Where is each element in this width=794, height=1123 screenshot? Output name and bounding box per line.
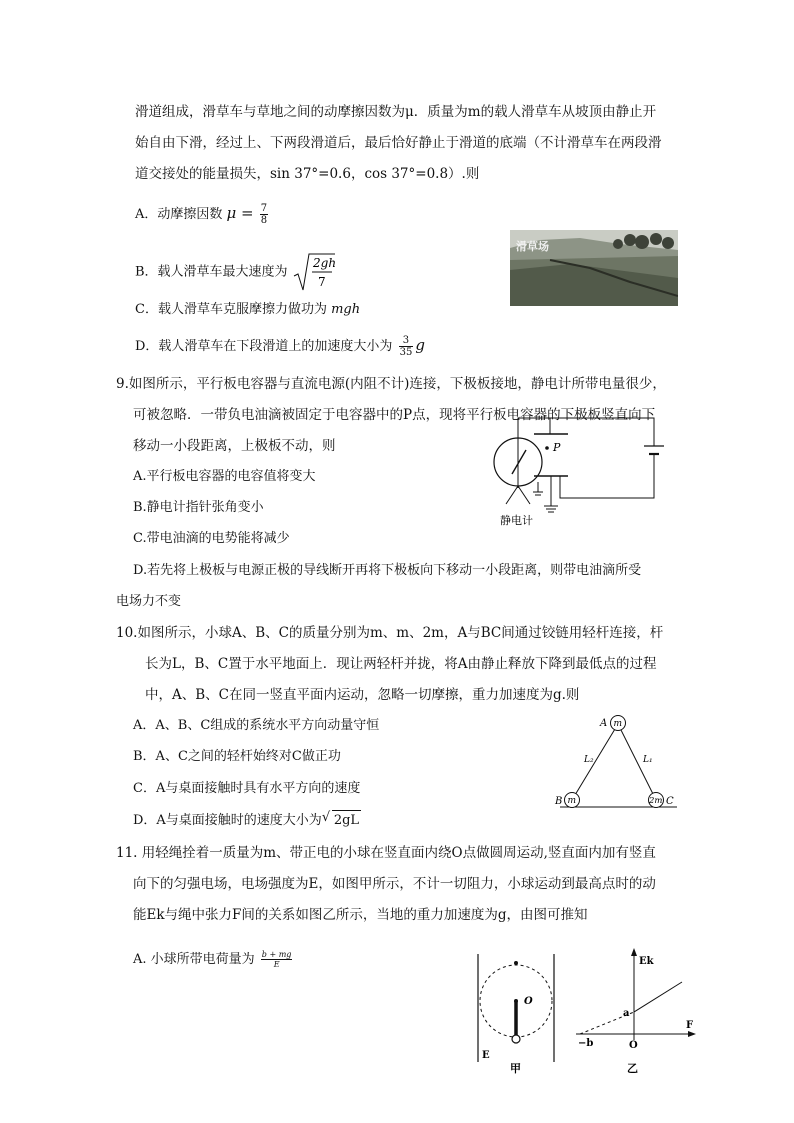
q8-option-a-text: A．动摩擦因数 (135, 207, 223, 222)
q9-option-d-line-1: D.若先将上极板与电源正极的导线断开再将下极板向下移动一小段距离，则带电油滴所受 (133, 563, 642, 578)
sqrt-sign-icon: √ (321, 810, 331, 825)
ek-f-graph (574, 944, 699, 1078)
q8-option-b-text: B．载人滑草车最大速度为 (135, 264, 288, 280)
q11-a-num: b + mg (261, 950, 292, 959)
intercept-b-label: −b (578, 1038, 594, 1049)
q8-option-d-fraction (399, 335, 414, 358)
electrometer-label: 静电计 (500, 514, 533, 527)
ek-axis-arrow-icon (631, 948, 637, 956)
q8-option-a-mu: μ = (226, 204, 254, 222)
ball-b-mass: m (567, 796, 577, 806)
q11-a-den: E (273, 960, 280, 969)
q11-line-1: 11. 用轻绳拴着一质量为m、带正电的小球在竖直面内绕O点做圆周运动,竖直面内加有竖直 (116, 845, 656, 861)
ball-c-mass: 2m (649, 796, 663, 806)
q9-option-d-line-2: 电场力不变 (116, 594, 182, 609)
q9-line-1: 9.如图所示，平行板电容器与直流电源(内阻不计)连接，下极板接地，静电计所带电量很少， (116, 376, 666, 392)
ball-a-label: A (600, 718, 608, 729)
ek-axis-label: Ek (639, 956, 654, 967)
oil-drop-point (545, 446, 549, 450)
sqrt-sign-icon (292, 252, 336, 292)
q8-option-d-text: D．载人滑草车在下段滑道上的加速度大小为 (135, 339, 393, 354)
q10-line-2: 长为L，B、C置于水平地面上．现让两轻杆并拢，将A由静止释放下降到最低点的过程 (145, 656, 657, 672)
q9-option-c: C.带电油滴的电势能将减少 (133, 531, 290, 546)
q10-option-d-sqrt (321, 810, 361, 831)
figure-yi-caption: 乙 (627, 1062, 638, 1075)
ball-b-label: B (555, 796, 563, 807)
q11-option-a-fraction (261, 950, 293, 969)
q8-option-d (135, 335, 425, 358)
point-p-label: P (553, 441, 561, 454)
ball (512, 1035, 520, 1043)
q10-d-sqrt-content: 2gL (333, 813, 360, 828)
field-e-label: E (482, 1050, 490, 1061)
photo-sign-text: 滑草场 (516, 240, 549, 253)
f-axis-arrow-icon (688, 1031, 696, 1037)
q8-option-c-var: mgh (331, 302, 361, 317)
rod-l1-label: L₁ (643, 755, 653, 765)
f-axis-label: F (686, 1020, 694, 1031)
q10-line-1: 10.如图所示，小球A、B、C的质量分别为m、m、2m，A与BC间通过铰链用轻杆连接，杆 (116, 625, 664, 641)
q8-option-c-text: C．载人滑草车克服摩擦力做功为 (135, 302, 327, 317)
intro-line-2: 始自由下滑，经过上、下两段滑道后，最后恰好静止于滑道的底端（不计滑草车在两段滑 (135, 135, 662, 151)
q8-d-num: 3 (399, 335, 414, 347)
capacitor-circuit-diagram (488, 412, 676, 530)
q8-a-den: 8 (260, 215, 268, 226)
q11-option-a (133, 950, 294, 970)
rod-l2-label: L₂ (584, 755, 594, 765)
intercept-a-label: a (623, 1008, 630, 1019)
q8-option-c (135, 300, 360, 320)
q10-line-3: 中，A、B、C在同一竖直平面内运动，忽略一切摩擦，重力加速度为g.则 (145, 687, 580, 703)
q11-option-a-text: A. 小球所带电荷量为 (133, 952, 255, 967)
q8-b-den: 7 (317, 275, 326, 289)
circular-motion-diagram (470, 940, 565, 1078)
q9-line-3: 移动一小段距离，上极板不动，则 (133, 438, 336, 454)
q11-line-3: 能Ek与绳中张力F间的关系如图乙所示，当地的重力加速度为g，由图可推知 (133, 907, 588, 923)
intro-line-3: 道交接处的能量损失，sin 37°=0.6，cos 37°=0.8）.则 (135, 166, 480, 182)
ball-a-mass: m (613, 719, 623, 729)
ball-c-label: C (666, 796, 674, 807)
point-o-label: O (524, 996, 533, 1007)
balls-triangle-diagram (552, 712, 680, 810)
q10-option-d-text: D．A与桌面接触时的速度大小为 (133, 813, 322, 828)
intro-line-1: 滑道组成，滑草车与草地之间的动摩擦因数为μ．质量为m的载人滑草车从坡顶由静止开 (135, 104, 657, 120)
q8-b-num: 2gh (312, 256, 336, 270)
figure-jia-caption: 甲 (510, 1062, 521, 1075)
q10-option-b: B．A、C之间的轻杆始终对C做正功 (133, 749, 341, 764)
q8-option-b (135, 252, 336, 292)
q11-line-2: 向下的匀强电场，电场强度为E，如图甲所示，不计一切阻力，小球运动到最高点时的动 (133, 876, 656, 892)
q9-option-a: A.平行板电容器的电容值将变大 (133, 469, 316, 484)
q8-option-a-fraction (260, 203, 268, 226)
rod-l2 (572, 724, 618, 800)
origin-label: O (629, 1040, 638, 1051)
q9-option-b: B.静电计指针张角变小 (133, 500, 264, 515)
q8-a-num: 7 (260, 203, 268, 214)
q10-option-a: A．A、B、C组成的系统水平方向动量守恒 (133, 718, 380, 733)
q8-option-b-sqrt (292, 252, 336, 292)
grass-slide-photo (510, 230, 678, 306)
q10-option-c: C．A与桌面接触时具有水平方向的速度 (133, 781, 361, 796)
q8-d-den: 35 (399, 347, 413, 358)
center-point-o (514, 999, 518, 1003)
q8-option-d-var: g (415, 336, 425, 354)
q8-option-a (135, 203, 270, 226)
ek-f-line (634, 982, 682, 1012)
q9-line-2: 可被忽略．一带负电油滴被固定于电容器中的P点，现将平行板电容器的下极板竖直向下 (133, 407, 656, 423)
q10-option-d (133, 810, 361, 831)
